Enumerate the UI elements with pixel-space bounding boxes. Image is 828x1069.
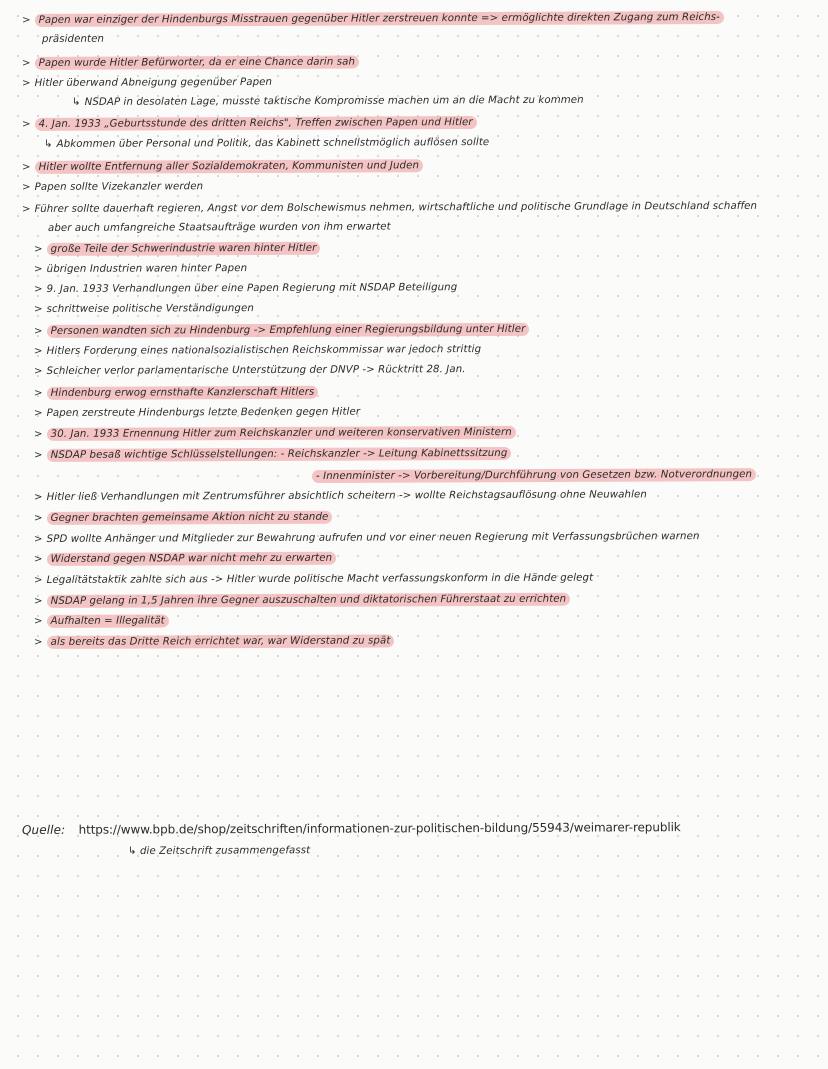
source-url[interactable]: https://www.bpb.de/shop/zeitschriften/informationen-zur-politischen-bildung/55943/weimarer-republik xyxy=(78,820,681,837)
note-line xyxy=(22,56,359,71)
bullet-arrow-icon: > xyxy=(33,428,43,440)
note-line xyxy=(22,76,272,91)
line-text: Legalitätstaktik zahlte sich aus -> Hitler wurde politische Macht verfassungskonform in die Hände gelegt xyxy=(46,572,594,586)
highlighted-text: große Teile der Schwerindustrie waren hinter Hitler xyxy=(47,242,321,256)
note-line xyxy=(34,262,247,277)
bullet-arrow-icon: > xyxy=(21,57,31,69)
bullet-arrow-icon: > xyxy=(21,14,31,26)
note-line xyxy=(22,116,477,132)
bullet-arrow-icon: > xyxy=(33,533,43,545)
note-line xyxy=(34,406,360,421)
bullet-arrow-icon: > xyxy=(33,615,43,627)
note-line xyxy=(48,221,391,236)
bullet-arrow-icon: > xyxy=(21,181,31,193)
bullet-arrow-icon: > xyxy=(33,345,43,357)
line-text: Papen zerstreute Hindenburgs letzte Bedenken gegen Hitler xyxy=(46,406,361,419)
note-line xyxy=(34,281,457,297)
line-text: Schleicher verlor parlamentarische Unterstützung der DNVP -> Rücktritt 28. Jan. xyxy=(46,364,466,377)
highlighted-text: als bereits das Dritte Reich errichtet war, war Widerstand zu spät xyxy=(47,634,395,649)
highlighted-text: NSDAP besaß wichtige Schlüsselstellungen: - Reichskanzler -> Leitung Kabinettssitzung xyxy=(47,447,512,462)
note-line xyxy=(22,11,724,28)
line-text: Hitler ließ Verhandlungen mit Zentrumsführer absichtlich scheitern -> wollte Reichstagsauflösung ohne Neuwahlen xyxy=(46,489,647,503)
note-line xyxy=(34,447,511,463)
note-line xyxy=(34,614,169,629)
highlighted-text: Papen war einziger der Hindenburgs Misstrauen gegenüber Hitler zerstreuen konnte => ermöglichte direkten Zugang zum Reichs- xyxy=(35,11,724,27)
note-line xyxy=(34,426,516,442)
line-text: Hitler überwand Abneigung gegenüber Papen xyxy=(34,76,273,89)
bullet-arrow-icon: > xyxy=(33,553,43,565)
highlighted-text: 4. Jan. 1933 „Geburtsstunde des dritten Reichs", Treffen zwischen Papen und Hitler xyxy=(35,116,477,131)
bullet-arrow-icon: > xyxy=(33,283,43,295)
highlighted-text: Gegner brachten gemeinsame Aktion nicht zu stande xyxy=(47,511,333,525)
highlighted-text: Widerstand gegen NSDAP war nicht mehr zu erwarten xyxy=(47,552,337,566)
sub-arrow-icon: ↳ xyxy=(71,96,81,108)
source-note: ↳ die Zeitschrift zusammengefasst xyxy=(127,845,311,857)
line-text: Abkommen über Personal und Politik, das Kabinett schnellstmöglich auflösen sollte xyxy=(56,137,490,150)
highlighted-text: Aufhalten = Illegalität xyxy=(47,614,169,628)
highlighted-text: - Innenminister -> Vorbereitung/Durchführung von Gesetzen bzw. Notverordnungen xyxy=(312,468,756,483)
highlighted-text: Personen wandten sich zu Hindenburg -> Empfehlung einer Regierungsbildung unter Hitler xyxy=(47,323,530,338)
bullet-arrow-icon: > xyxy=(33,325,43,337)
highlighted-text: NSDAP gelang in 1,5 Jahren ihre Gegner auszuschalten und diktatorischen Führerstaat zu errichten xyxy=(47,593,571,608)
bullet-arrow-icon: > xyxy=(21,161,31,173)
line-text: 9. Jan. 1933 Verhandlungen über eine Papen Regierung mit NSDAP Beteiligung xyxy=(46,282,458,295)
line-text: Papen sollte Vizekanzler werden xyxy=(34,181,204,193)
note-line xyxy=(22,180,203,195)
bullet-arrow-icon: > xyxy=(21,77,31,89)
note-line xyxy=(34,363,466,379)
bullet-arrow-icon: > xyxy=(33,512,43,524)
bullet-arrow-icon: > xyxy=(33,449,43,461)
bullet-arrow-icon: > xyxy=(33,407,43,419)
note-line xyxy=(312,468,756,484)
note-line xyxy=(34,593,570,609)
bullet-arrow-icon: > xyxy=(33,365,43,377)
line-text: präsidenten xyxy=(41,33,105,45)
note-line xyxy=(34,634,394,650)
note-line xyxy=(34,386,318,401)
highlighted-text: 30. Jan. 1933 Ernennung Hitler zum Reichskanzler und weiteren konservativen Ministern xyxy=(47,426,516,441)
sub-arrow-icon: ↳ xyxy=(43,138,53,150)
bullet-arrow-icon: > xyxy=(33,636,43,648)
note-line xyxy=(34,302,254,317)
note-line xyxy=(22,159,423,175)
line-text: aber auch umfangreiche Staatsaufträge wurden von ihm erwartet xyxy=(47,221,391,234)
line-text: Führer sollte dauerhaft regieren, Angst vor dem Bolschewismus nehmen, wirtschaftliche und politische Grundlage in Deutschland schaffen xyxy=(34,200,758,215)
note-line xyxy=(34,552,336,567)
line-text: SPD wollte Anhänger und Mitglieder zur Bewahrung aufrufen und vor einer neuen Regierung mit Verfassungsbrüchen warnen xyxy=(46,531,700,545)
source-label: Quelle: xyxy=(21,822,66,837)
bullet-arrow-icon: > xyxy=(21,203,31,215)
bullet-arrow-icon: > xyxy=(33,574,43,586)
bullet-arrow-icon: > xyxy=(33,595,43,607)
source-line xyxy=(22,820,681,839)
highlighted-text: Hitler wollte Entfernung aller Sozialdemokraten, Kommunisten und Juden xyxy=(35,159,423,174)
highlighted-text: Hindenburg erwog ernsthafte Kanzlerschaft Hitlers xyxy=(47,386,319,400)
note-line xyxy=(34,511,332,526)
line-text: schrittweise politische Verständigungen xyxy=(46,303,254,315)
line-text: übrigen Industrien waren hinter Papen xyxy=(46,263,248,275)
line-text: NSDAP in desolaten Lage, musste taktische Kompromisse machen um an die Macht zu kommen xyxy=(84,94,584,108)
bullet-arrow-icon: > xyxy=(21,118,31,130)
note-line xyxy=(34,572,593,588)
highlighted-text: Papen wurde Hitler Befürworter, da er eine Chance darin sah xyxy=(35,56,359,70)
note-line xyxy=(72,94,584,110)
note-line xyxy=(42,33,104,47)
bullet-arrow-icon: > xyxy=(33,303,43,315)
line-text: Hitlers Forderung eines nationalsozialistischen Reichskommissar war jedoch strittig xyxy=(46,344,482,357)
note-line xyxy=(44,136,489,152)
note-line xyxy=(22,200,757,217)
bullet-arrow-icon: > xyxy=(33,491,43,503)
note-line xyxy=(34,343,481,359)
note-line xyxy=(34,323,529,339)
note-line xyxy=(34,488,647,505)
bullet-arrow-icon: > xyxy=(33,387,43,399)
note-line xyxy=(34,242,320,257)
bullet-arrow-icon: > xyxy=(33,263,43,275)
note-line xyxy=(34,530,700,547)
bullet-arrow-icon: > xyxy=(33,243,43,255)
